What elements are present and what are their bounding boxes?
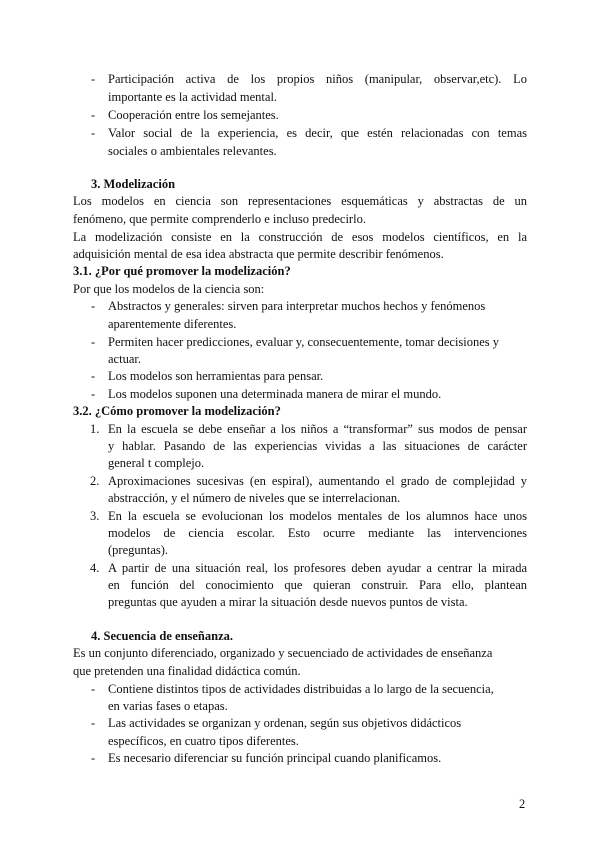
list-item: y hablar. Pasando de las experiencias vividas a las situaciones de carácter bbox=[108, 439, 527, 453]
list-item: preguntas que ayuden a mirar la situación desde nuevos puntos de vista. bbox=[108, 595, 468, 609]
list-item: en varias fases o etapas. bbox=[108, 699, 228, 713]
list-number: 2. bbox=[90, 474, 100, 488]
bullet-text: Valor social de la experiencia, es decir, que estén relacionadas con temas bbox=[108, 126, 527, 140]
page-number: 2 bbox=[519, 797, 526, 811]
section-3-paragraph-1: fenómeno, que permite comprenderlo e incluso predecirlo. bbox=[73, 212, 366, 226]
section-4-heading: 4. Secuencia de enseñanza. bbox=[91, 629, 234, 643]
list-item: En la escuela se evolucionan los modelos mentales de los alumnos hace unos bbox=[108, 509, 527, 523]
bullet-marker: - bbox=[91, 716, 96, 730]
list-item: aparentemente diferentes. bbox=[108, 317, 237, 331]
section-3-2-heading: 3.2. ¿Cómo promover la modelización? bbox=[73, 404, 281, 418]
list-item: Aproximaciones sucesivas (en espiral), aumentando el grado de complejidad y bbox=[108, 474, 527, 488]
list-item: Las actividades se organizan y ordenan, según sus objetivos didácticos bbox=[108, 716, 462, 730]
section-4-paragraph: que pretenden una finalidad didáctica común. bbox=[73, 664, 301, 678]
list-item: Permiten hacer predicciones, evaluar y, consecuentemente, tomar decisiones y bbox=[108, 335, 500, 349]
section-3-paragraph-1: Los modelos en ciencia son representaciones esquemáticas y abstractas de un bbox=[73, 194, 527, 208]
list-number: 4. bbox=[90, 561, 100, 575]
list-item: modelos de ciencia escolar. Esto ocurre mediante las intervenciones bbox=[108, 526, 527, 540]
list-item: Abstractos y generales: sirven para interpretar muchos hechos y fenómenos bbox=[108, 299, 486, 313]
bullet-marker: - bbox=[91, 387, 96, 401]
section-3-paragraph-2: adquisición mental de esa idea abstracta que permite describir fenómenos. bbox=[73, 247, 444, 261]
bullet-marker: - bbox=[91, 126, 96, 140]
list-number: 3. bbox=[90, 509, 100, 523]
list-item: abstracción, y el número de niveles que se interrelacionan. bbox=[108, 491, 401, 505]
bullet-marker: - bbox=[91, 335, 96, 349]
section-3-1-intro: Por que los modelos de la ciencia son: bbox=[73, 282, 265, 296]
list-number: 1. bbox=[90, 422, 100, 436]
section-3-1-heading: 3.1. ¿Por qué promover la modelización? bbox=[73, 264, 291, 278]
bullet-marker: - bbox=[91, 108, 96, 122]
bullet-marker: - bbox=[91, 72, 96, 86]
bullet-text: Participación activa de los propios niños (manipular, observar,etc). Lo bbox=[108, 72, 527, 86]
bullet-text: Cooperación entre los semejantes. bbox=[108, 108, 279, 122]
list-item: en función del conocimiento que quieran construir. Para ello, plantean bbox=[108, 578, 527, 592]
section-3-heading: 3. Modelización bbox=[91, 177, 176, 191]
bullet-text: sociales o ambientales relevantes. bbox=[108, 144, 277, 158]
bullet-marker: - bbox=[91, 682, 96, 696]
section-3-paragraph-2: La modelización consiste en la construcción de esos modelos científicos, en la bbox=[73, 230, 527, 244]
list-item: general t complejo. bbox=[108, 456, 205, 470]
bullet-marker: - bbox=[91, 369, 96, 383]
list-item: (preguntas). bbox=[108, 543, 169, 557]
list-item: Los modelos suponen una determinada manera de mirar el mundo. bbox=[108, 387, 442, 401]
section-4-paragraph: Es un conjunto diferenciado, organizado y secuenciado de actividades de enseñanza bbox=[73, 646, 493, 660]
list-item: actuar. bbox=[108, 352, 141, 366]
list-item: En la escuela se debe enseñar a los niños a “transformar” sus modos de pensar bbox=[108, 422, 527, 436]
bullet-marker: - bbox=[91, 751, 96, 765]
list-item: Los modelos son herramientas para pensar. bbox=[108, 369, 324, 383]
list-item: específicos, en cuatro tipos diferentes. bbox=[108, 734, 299, 748]
list-item: A partir de una situación real, los profesores deben ayudar a centrar la mirada bbox=[108, 561, 527, 575]
bullet-text: importante es la actividad mental. bbox=[108, 90, 278, 104]
list-item: Contiene distintos tipos de actividades distribuidas a lo largo de la secuencia, bbox=[108, 682, 494, 696]
list-item: Es necesario diferenciar su función principal cuando planificamos. bbox=[108, 751, 442, 765]
bullet-marker: - bbox=[91, 299, 96, 313]
